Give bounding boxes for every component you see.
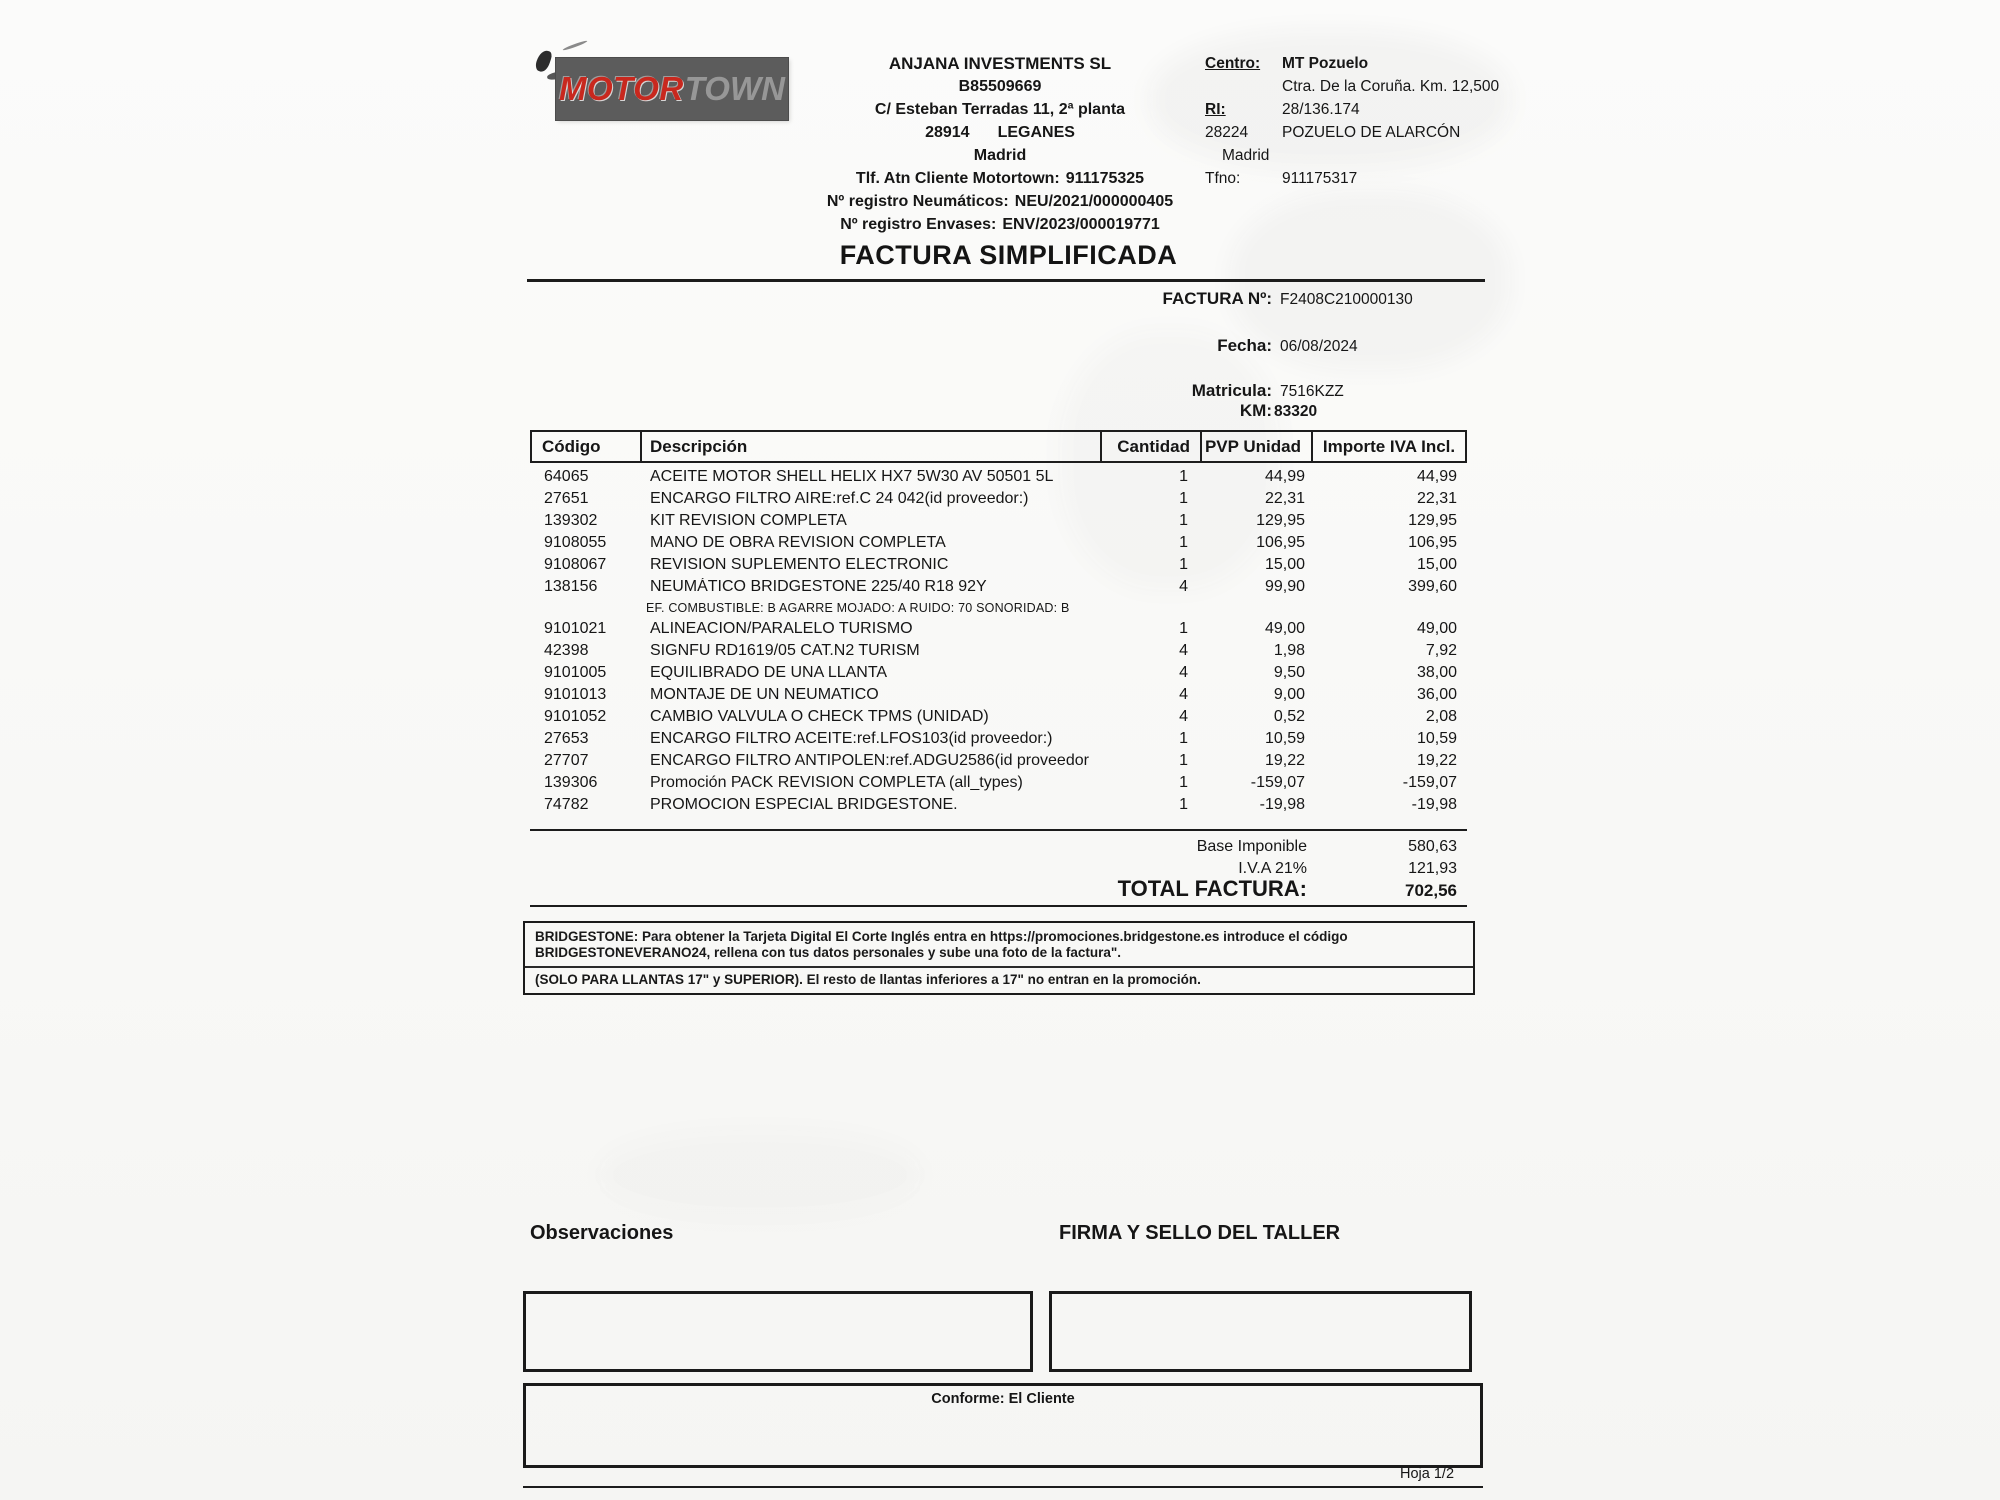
row-description: KIT REVISION COMPLETA [650,512,847,529]
invoice-number-row [1002,289,1413,309]
row-code: 9101005 [544,664,607,681]
row-total: 44,99 [1416,468,1457,485]
base-imponible-row [530,838,1467,856]
conforme-label: Conforme: El Cliente [931,1391,1075,1407]
row-quantity: 1 [1179,512,1188,529]
row-code: 27653 [544,730,589,747]
row-quantity: 1 [1179,796,1188,813]
invoice-date: 06/08/2024 [1280,338,1358,355]
table-row [530,662,1467,684]
scan-ink-mark [534,49,553,74]
table-header [530,430,1467,463]
row-description: ENCARGO FILTRO ANTIPOLEN:ref.ADGU2586(id proveedor [650,752,1089,769]
workshop-info-block [1205,52,1535,190]
center-ri: 28/136.174 [1282,101,1360,118]
company-phone-line [780,167,1220,190]
header-codigo: Código [532,432,642,461]
header-pvp-unidad: PVP Unidad [1202,432,1313,461]
table-row [530,728,1467,750]
tyre-registry-number: NEU/2021/000000405 [1014,193,1174,210]
promo-conditions: (SOLO PARA LLANTAS 17" y SUPERIOR). El resto de llantas inferiores a 17" no entran en la promoción. [525,966,1473,988]
items-bottom-rule [530,829,1467,831]
scan-smudge [600,1130,920,1220]
row-quantity: 1 [1179,752,1188,769]
iva-label: I.V.A 21% [1238,860,1307,877]
row-code: 139306 [544,774,598,791]
table-row [530,554,1467,576]
total-factura-value: 702,56 [1405,881,1457,900]
row-description: Promoción PACK REVISION COMPLETA (all_types) [650,774,1023,791]
packaging-registry-line [780,213,1220,236]
table-row [530,618,1467,640]
page-number: Hoja 1/2 [1400,1466,1455,1482]
row-description: MONTAJE DE UN NEUMATICO [650,686,879,703]
row-quantity: 1 [1179,468,1188,485]
row-description: PROMOCION ESPECIAL BRIDGESTONE. [650,796,958,813]
row-unit-price: 106,95 [1256,534,1305,551]
bridgestone-promo-box [523,921,1475,995]
packaging-registry-number: ENV/2023/000019771 [1002,216,1160,233]
row-total: 19,22 [1416,752,1457,769]
document-title: FACTURA SIMPLIFICADA [839,240,1178,270]
header-importe-iva: Importe IVA Incl. [1322,436,1456,456]
row-code: 9101013 [544,686,607,703]
row-description: ENCARGO FILTRO ACEITE:ref.LFOS103(id proveedor:) [650,730,1053,747]
row-quantity: 4 [1179,664,1188,681]
company-address: C/ Esteban Terradas 11, 2ª planta [874,101,1126,118]
row-unit-price: -159,07 [1250,774,1305,791]
row-description: REVISION SUPLEMENTO ELECTRONIC [650,556,949,573]
center-province: Madrid [1222,147,1270,164]
row-code: 27707 [544,752,589,769]
km-label: KM: [1239,401,1272,420]
row-unit-price: 0,52 [1273,708,1305,725]
row-quantity: 1 [1179,730,1188,747]
company-name: ANJANA INVESTMENTS SL [888,54,1112,73]
signature-heading: FIRMA Y SELLO DEL TALLER [1059,1222,1341,1244]
row-code: 27651 [544,490,589,507]
company-phone: 911175325 [1065,170,1145,187]
row-unit-price: 1,98 [1273,642,1305,659]
km-row [1002,401,1317,421]
row-unit-price: 44,99 [1264,468,1305,485]
title-rule [527,279,1485,282]
row-code: 138156 [544,578,598,595]
row-quantity: 1 [1179,620,1188,637]
row-quantity: 1 [1179,534,1188,551]
packaging-registry-label: Nº registro Envases: [840,216,997,233]
row-total: 36,00 [1416,686,1457,703]
row-total: 15,00 [1416,556,1457,573]
row-quantity: 1 [1179,490,1188,507]
row-total: 10,59 [1416,730,1457,747]
row-total: 106,95 [1408,534,1457,551]
row-description: EQUILIBRADO DE UNA LLANTA [650,664,888,681]
row-unit-price: 22,31 [1264,490,1305,507]
center-phone-label: Tfno: [1205,170,1241,187]
company-province: Madrid [973,147,1027,164]
row-total: 129,95 [1408,512,1457,529]
row-quantity: 4 [1179,686,1188,703]
invoice-number-label: FACTURA Nº: [1162,289,1272,308]
table-row [530,750,1467,772]
header-cantidad: Cantidad [1102,432,1202,461]
tyre-registry-label: Nº registro Neumáticos: [826,193,1009,210]
row-description: ENCARGO FILTRO AIRE:ref.C 24 042(id proveedor:) [650,490,1029,507]
table-row [530,684,1467,706]
row-description: NEUMÁTICO BRIDGESTONE 225/40 R18 92Y [650,578,987,595]
invoice-date-label: Fecha: [1217,336,1272,355]
observations-box [523,1291,1033,1372]
invoice-number: F2408C210000130 [1280,291,1413,308]
total-factura-label: TOTAL FACTURA: [1117,876,1307,901]
motortown-logo [556,58,788,120]
page-footer-rule [523,1486,1483,1488]
center-phone: 911175317 [1282,170,1358,187]
center-address-row [1205,75,1535,98]
center-address: Ctra. De la Coruña. Km. 12,500 [1282,78,1500,95]
plate-number: 7516KZZ [1280,383,1344,400]
row-description: SIGNFU RD1619/05 CAT.N2 TURISM [650,642,920,659]
center-postal-code: 28224 [1205,124,1249,141]
center-city: POZUELO DE ALARCÓN [1282,124,1461,141]
row-total: -159,07 [1402,774,1457,791]
row-code: 9108067 [544,556,607,573]
base-imponible-label: Base Imponible [1196,838,1307,855]
row-total: 399,60 [1408,578,1457,595]
row-total: 49,00 [1416,620,1457,637]
iva-value: 121,93 [1408,860,1457,877]
row-code: 42398 [544,642,589,659]
center-ri-label: RI: [1205,101,1226,118]
row-quantity: 1 [1179,556,1188,573]
company-postal-code: 28914 [925,124,970,141]
table-row [530,576,1467,598]
row-unit-price: 9,00 [1273,686,1305,703]
row-unit-price: 129,95 [1256,512,1305,529]
invoice-line-items [530,466,1467,816]
row-code: 9101021 [544,620,607,637]
row-unit-price: 99,90 [1264,578,1305,595]
row-total: 7,92 [1425,642,1457,659]
company-info-block [780,52,1220,236]
row-total: 2,08 [1425,708,1457,725]
company-city: LEGANES [997,124,1075,141]
table-row [530,772,1467,794]
table-row [530,466,1467,488]
row-code: 9101052 [544,708,607,725]
center-province-row [1205,144,1535,167]
row-total: 38,00 [1416,664,1457,681]
row-code: 74782 [544,796,589,813]
logo-town-text: TOWN [684,70,785,107]
center-name: MT Pozuelo [1282,55,1369,72]
header-descripcion: Descripción [642,432,1102,461]
table-row [530,510,1467,532]
signature-stamp-box [1049,1291,1472,1372]
row-quantity: 1 [1179,774,1188,791]
row-unit-price: 19,22 [1264,752,1305,769]
row-code: 9108055 [544,534,607,551]
scan-ink-mark [562,40,587,52]
row-description: ACEITE MOTOR SHELL HELIX HX7 5W30 AV 50501 5L [650,468,1054,485]
row-description: CAMBIO VALVULA O CHECK TPMS (UNIDAD) [650,708,989,725]
promo-text: BRIDGESTONE: Para obtener la Tarjeta Digital El Corte Inglés entra en https://promociones.bridgestone.es introduce el código BRIDGESTONEVERANO24, rellena con tus datos personales y sube una foto de la factura". [535,929,1348,960]
row-unit-price: -19,98 [1259,796,1305,813]
table-row [530,640,1467,662]
base-imponible-value: 580,63 [1408,838,1457,855]
table-row [530,488,1467,510]
table-row [530,706,1467,728]
tyre-label-note: EF. COMBUSTIBLE: B AGARRE MOJADO: A RUIDO: 70 SONORIDAD: B [646,601,1070,615]
row-code: 139302 [544,512,598,529]
row-quantity: 4 [1179,708,1188,725]
customer-agreement-box [523,1383,1483,1468]
total-factura-row [530,876,1467,902]
row-code: 64065 [544,468,589,485]
center-label: Centro: [1205,55,1261,72]
row-description: ALINEACION/PARALELO TURISMO [650,620,913,637]
row-description: MANO DE OBRA REVISION COMPLETA [650,534,946,551]
km-value: 83320 [1274,403,1318,420]
row-quantity: 4 [1179,578,1188,595]
row-quantity: 4 [1179,642,1188,659]
row-unit-price: 9,50 [1273,664,1305,681]
row-unit-price: 15,00 [1264,556,1305,573]
center-postal-row [1205,121,1535,144]
totals-bottom-rule [530,905,1467,907]
plate-label: Matricula: [1191,381,1272,400]
plate-row [1002,381,1344,401]
tyre-registry-line [780,190,1220,213]
logo-motor-text: MOTOR [559,70,684,107]
row-unit-price: 49,00 [1264,620,1305,637]
invoice-date-row [1002,336,1358,356]
observations-heading: Observaciones [530,1222,674,1244]
table-row [530,794,1467,816]
row-unit-price: 10,59 [1264,730,1305,747]
company-postal-city [780,121,1220,144]
row-total: 22,31 [1416,490,1457,507]
company-tax-id: B85509669 [958,78,1042,95]
row-total: -19,98 [1411,796,1457,813]
center-name-row [1205,52,1535,75]
company-phone-label: Tlf. Atn Cliente Motortown: [855,170,1060,187]
center-ri-row [1205,98,1535,121]
center-phone-row [1205,167,1535,190]
table-row [530,532,1467,554]
